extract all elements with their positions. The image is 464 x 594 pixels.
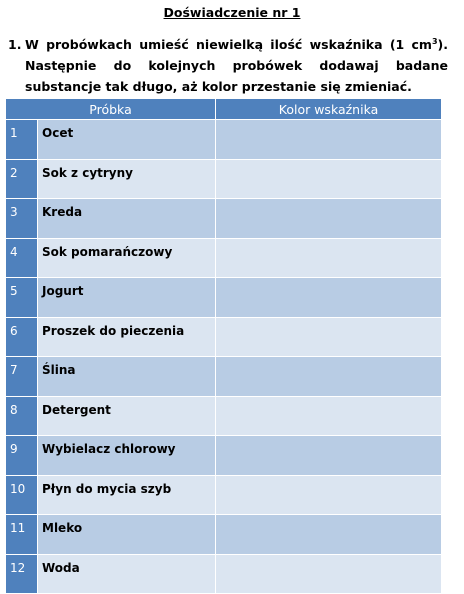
indicator-color-cell[interactable] xyxy=(216,396,442,436)
table-row xyxy=(6,120,442,160)
indicator-color-cell[interactable] xyxy=(216,199,442,239)
document-title: Doświadczenie nr 1 xyxy=(163,5,301,20)
row-number: 1 xyxy=(6,120,38,160)
row-number: 10 xyxy=(6,475,38,515)
header-indicator-color: Kolor wskaźnika xyxy=(216,99,442,120)
samples-table xyxy=(5,98,442,594)
instruction-paragraph xyxy=(8,34,448,97)
table-row xyxy=(6,554,442,594)
row-number: 5 xyxy=(6,278,38,318)
row-number: 12 xyxy=(6,554,38,594)
instruction-text-part2: ). Następnie do kolejnych probówek dodawaj badane substancje tak długo, aż kolor przestanie się zmieniać. xyxy=(25,37,448,94)
table-row xyxy=(6,238,442,278)
indicator-color-cell[interactable] xyxy=(216,159,442,199)
table-row xyxy=(6,278,442,318)
table-body xyxy=(6,120,442,594)
row-number: 9 xyxy=(6,436,38,476)
indicator-color-cell[interactable] xyxy=(216,436,442,476)
indicator-color-cell[interactable] xyxy=(216,357,442,397)
table-row xyxy=(6,199,442,239)
indicator-color-cell[interactable] xyxy=(216,120,442,160)
row-number: 3 xyxy=(6,199,38,239)
table-row xyxy=(6,475,442,515)
sample-name: Kreda xyxy=(38,199,216,239)
table-row xyxy=(6,357,442,397)
header-sample: Próbka xyxy=(6,99,216,120)
table-row xyxy=(6,159,442,199)
sample-name: Ślina xyxy=(38,357,216,397)
indicator-color-cell[interactable] xyxy=(216,554,442,594)
sample-name: Ocet xyxy=(38,120,216,160)
sample-name: Woda xyxy=(38,554,216,594)
indicator-color-cell[interactable] xyxy=(216,515,442,555)
table-header-row xyxy=(6,99,442,120)
sample-name: Proszek do pieczenia xyxy=(38,317,216,357)
sample-name: Sok z cytryny xyxy=(38,159,216,199)
instruction-text-part1: W probówkach umieść niewielką ilość wskaźnika (1 cm xyxy=(25,37,432,52)
instruction-superscript: 3 xyxy=(431,37,438,46)
row-number: 6 xyxy=(6,317,38,357)
sample-name: Jogurt xyxy=(38,278,216,318)
indicator-color-cell[interactable] xyxy=(216,238,442,278)
row-number: 4 xyxy=(6,238,38,278)
sample-name: Mleko xyxy=(38,515,216,555)
row-number: 2 xyxy=(6,159,38,199)
table-row xyxy=(6,317,442,357)
sample-name: Wybielacz chlorowy xyxy=(38,436,216,476)
row-number: 7 xyxy=(6,357,38,397)
instruction-text xyxy=(25,34,448,97)
row-number: 8 xyxy=(6,396,38,436)
table-row xyxy=(6,515,442,555)
sample-name: Detergent xyxy=(38,396,216,436)
table-row xyxy=(6,436,442,476)
indicator-color-cell[interactable] xyxy=(216,475,442,515)
table-row xyxy=(6,396,442,436)
row-number: 11 xyxy=(6,515,38,555)
sample-name: Płyn do mycia szyb xyxy=(38,475,216,515)
indicator-color-cell[interactable] xyxy=(216,317,442,357)
sample-name: Sok pomarańczowy xyxy=(38,238,216,278)
indicator-color-cell[interactable] xyxy=(216,278,442,318)
instruction-number: 1. xyxy=(8,37,22,52)
